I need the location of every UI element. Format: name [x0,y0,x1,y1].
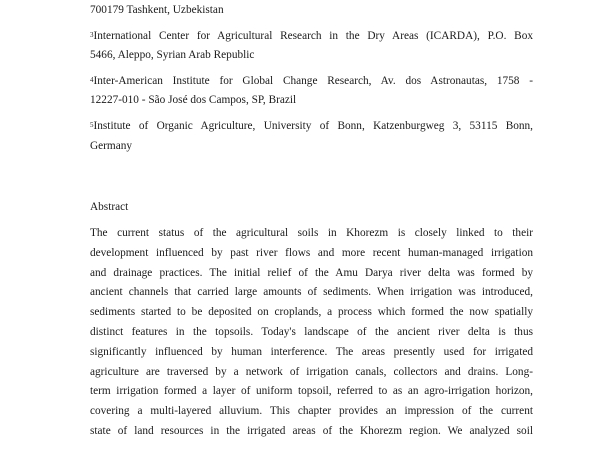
affiliation-text: Inter-American Institute for Global Change Research, Av. dos Astronautas, 1758 - [93,75,533,87]
abstract-line: agriculture are traversed by a network of irrigation canals, collectors and drains. Long- [90,366,533,378]
affiliation-4-line-2 [90,93,533,107]
affiliation-3-line-2 [90,48,533,62]
affiliation-superscript: 5 [90,121,94,129]
affiliation-3-line-1 [90,29,533,43]
abstract-line: sediments started to be deposited on croplands, a process which formed the now spatially [90,306,533,318]
affiliation-text: 12227-010 - São José dos Campos, SP, Brazil [90,94,297,106]
abstract-line: development influenced by past river flows and more recent human-managed irrigation [90,247,533,259]
abstract-line: ancient channels that carried large amounts of sediments. When irrigation was introduced, [90,286,533,298]
abstract-line: state of land resources in the irrigated areas of the Khorezm region. We analyzed soil [90,425,533,437]
affiliation-5-line-1 [90,119,533,133]
abstract-line: significantly influenced by human interference. The areas presently used for irrigated [90,346,533,358]
affiliation-5-line-2 [90,139,533,153]
affiliation-4-line-1 [90,74,533,88]
affiliation-superscript: 3 [90,31,94,39]
abstract-line: and drainage practices. The initial relief of the Amu Darya river delta was formed by [90,267,533,279]
abstract-line: term irrigation formed a layer of uniform topsoil, referred to as an agro-irrigation horizon, [90,385,533,397]
abstract-heading: Abstract [90,201,129,213]
affiliation-superscript: 4 [90,76,94,84]
abstract-line: distinct features in the topsoils. Today's landscape of the ancient river delta is thus [90,326,533,338]
abstract-line: The current status of the agricultural soils in Khorezm is closely linked to their [90,227,533,239]
abstract-line: covering a multi-layered alluvium. This chapter provides an impression of the current [90,405,533,417]
affiliation-text: Germany [90,140,133,152]
affiliation-text: 5466, Aleppo, Syrian Arab Republic [90,49,255,61]
affiliation-2-line-2 [90,3,533,17]
affiliation-text: Institute of Organic Agriculture, University of Bonn, Katzenburgweg 3, 53115 Bonn, [93,120,533,132]
affiliation-text: 700179 Tashkent, Uzbekistan [90,4,224,16]
affiliation-text: International Center for Agricultural Research in the Dry Areas (ICARDA), P.O. Box [93,30,533,42]
